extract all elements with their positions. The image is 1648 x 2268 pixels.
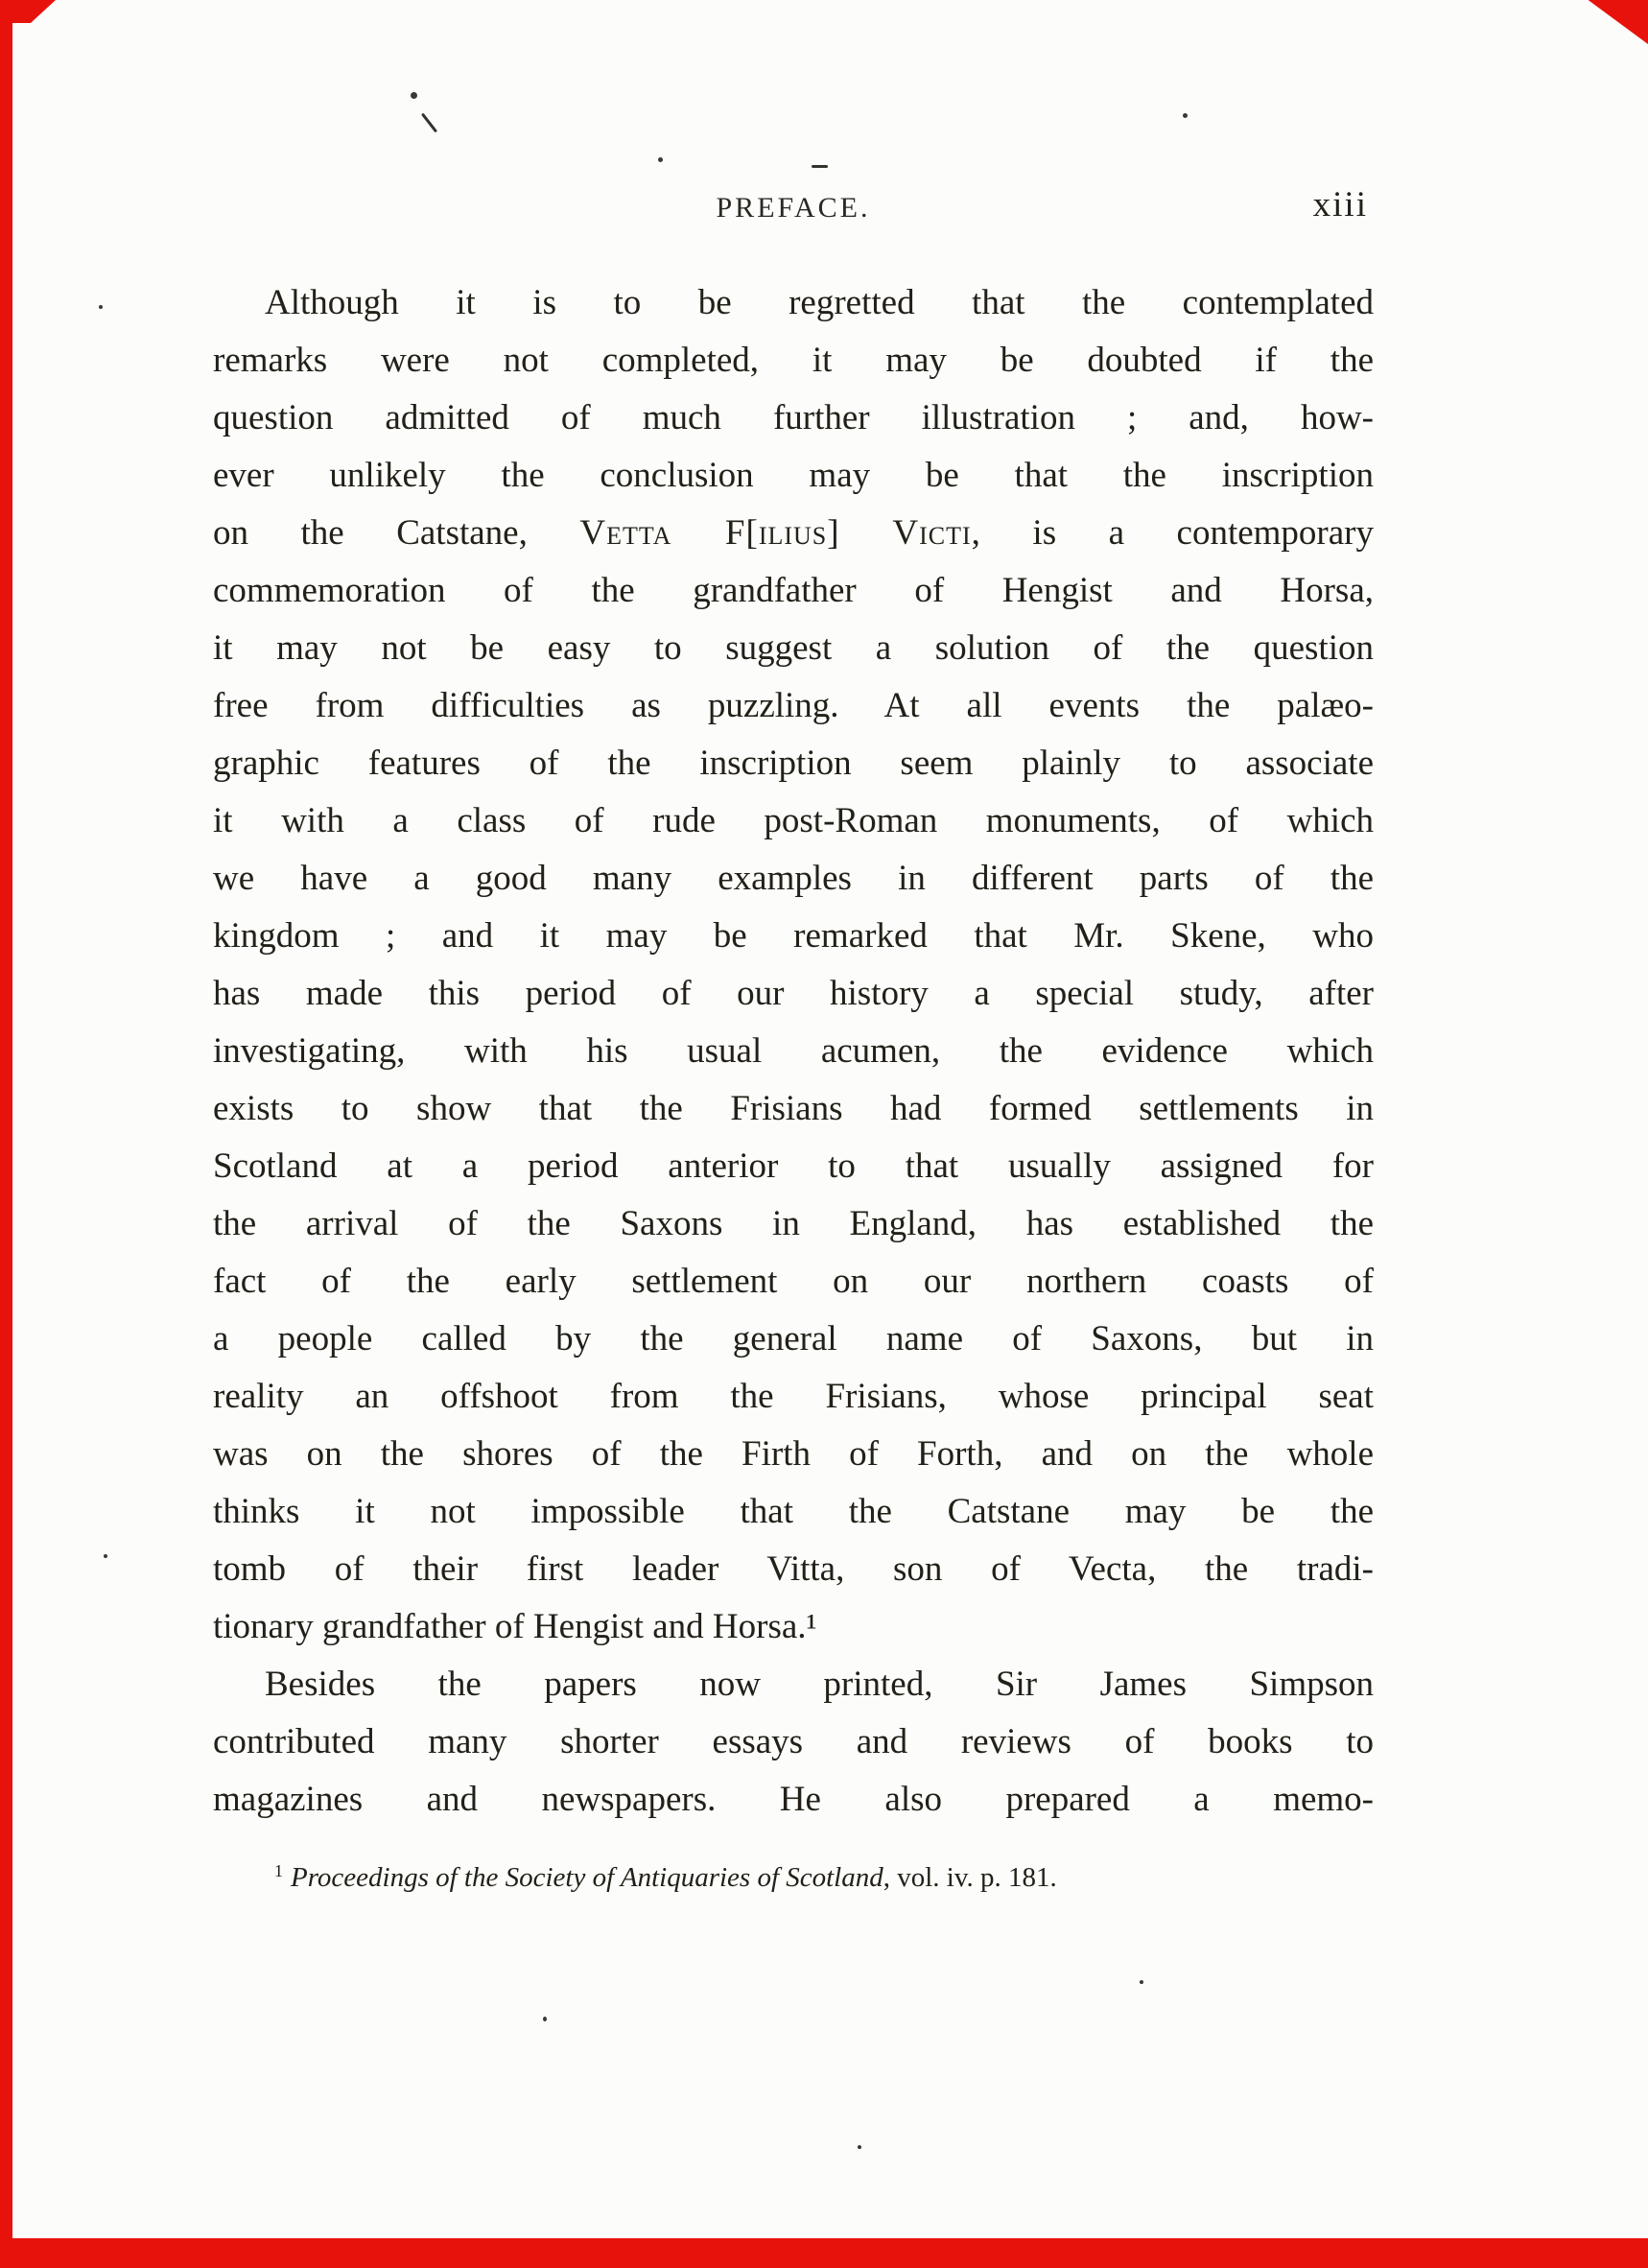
scan-speck [543,2017,547,2021]
page-number: xiii [1312,185,1368,224]
text-line: remarks were not completed, it may be doubted if the [213,341,1374,380]
cover-edge-left [0,0,12,2268]
text-line: has made this period of our history a special study, after [213,974,1374,1013]
text-line: Besides the papers now printed, Sir James Simpson [265,1665,1374,1704]
footnote-marker: 1 [274,1861,283,1880]
text-line: was on the shores of the Firth of Forth, and on the whole [213,1434,1374,1474]
scan-speck [99,305,103,309]
text-line: Scotland at a period anterior to that usually assigned for [213,1146,1374,1186]
scan-mark [421,113,437,133]
cover-edge-top-left [0,0,56,23]
cover-edge-bottom [0,2238,1648,2268]
page-content [213,184,1374,1897]
text-line: thinks it not impossible that the Catstane may be the [213,1492,1374,1531]
text-line: contributed many shorter essays and reviews of books to [213,1722,1374,1761]
text-line: magazines and newspapers. He also prepared a memo- [213,1780,1374,1819]
page-header [213,184,1374,251]
inscription-smallcaps: Vetta F[ilius] Victi [579,513,972,553]
running-head: PREFACE. [716,192,871,224]
text-line: it may not be easy to suggest a solution of the question [213,628,1374,668]
text-line: free from difficulties as puzzling. At all events the palæo- [213,686,1374,725]
footnote [213,1852,1374,1897]
text-line: graphic features of the inscription seem plainly to associate [213,744,1374,783]
text-line-catstane [213,505,1374,562]
text-line: we have a good many examples in different parts of the [213,859,1374,898]
body-text [213,274,1374,1829]
text-line: it with a class of rude post-Roman monuments, of which [213,801,1374,840]
scan-speck [411,92,417,99]
text-line: reality an offshoot from the Frisians, whose principal seat [213,1377,1374,1416]
scan-speck [104,1554,107,1558]
text-line: tomb of their first leader Vitta, son of Vecta, the tradi- [213,1549,1374,1589]
cover-edge-top-right [1571,0,1648,44]
scan-speck [858,2145,861,2149]
text-line: exists to show that the Frisians had formed settlements in [213,1089,1374,1128]
scan-speck [1140,1980,1143,1984]
text-line: Although it is to be regretted that the contemplated [265,283,1374,322]
text-line: fact of the early settlement on our northern coasts of [213,1262,1374,1301]
footnote-source-title: Proceedings of the Society of Antiquaries of Scotland [290,1862,883,1893]
scan-speck [658,157,663,162]
footnote-citation: , vol. iv. p. 181. [883,1862,1057,1893]
text-segment: on the Catstane, [213,513,580,553]
text-line: the arrival of the Saxons in England, has established the [213,1204,1374,1243]
text-line: kingdom ; and it may be remarked that Mr. Skene, who [213,916,1374,956]
text-line: investigating, with his usual acumen, the evidence which [213,1031,1374,1071]
scan-mark [812,165,828,168]
text-line: ever unlikely the conclusion may be that the inscription [213,456,1374,495]
scan-speck [1183,113,1188,118]
text-line: tionary grandfather of Hengist and Horsa.¹ [213,1607,817,1646]
text-line: commemoration of the grandfather of Hengist and Horsa, [213,571,1374,610]
text-line: a people called by the general name of Saxons, but in [213,1319,1374,1358]
text-line: question admitted of much further illustration ; and, how- [213,398,1374,437]
text-segment: , is a contemporary [971,513,1374,553]
